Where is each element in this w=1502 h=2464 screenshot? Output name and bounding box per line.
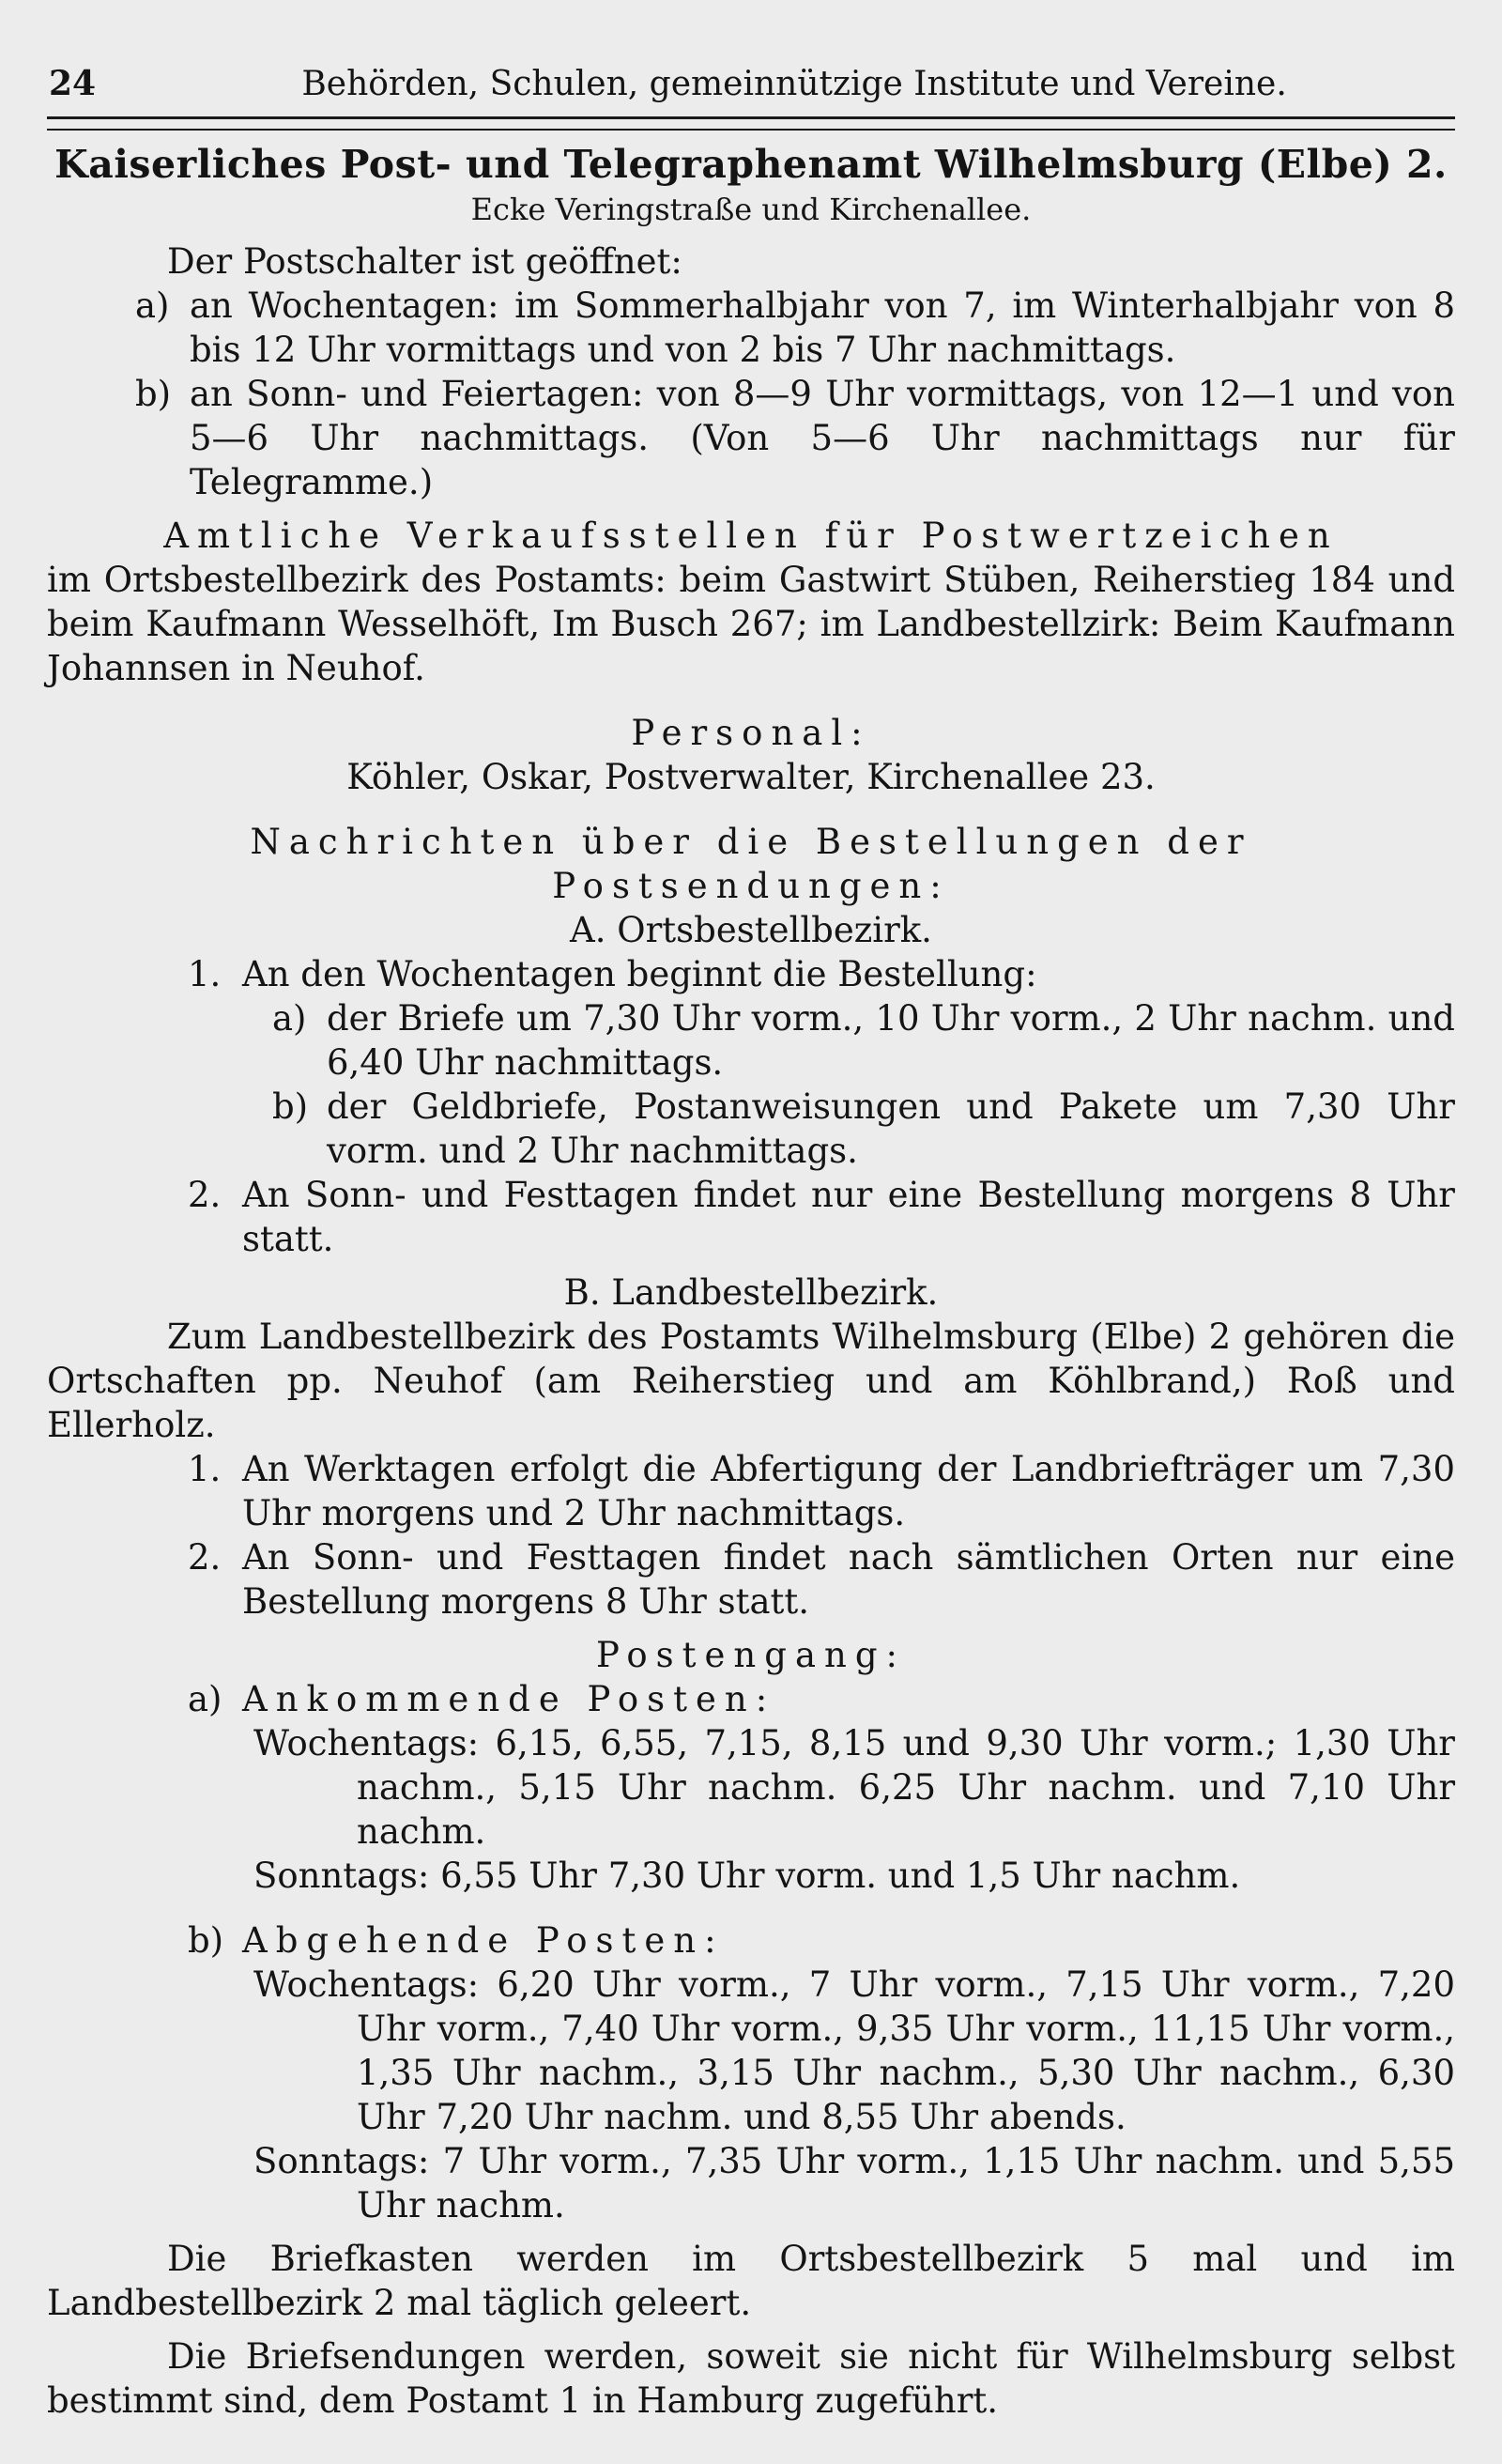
outgoing-sundays <box>253 2139 1455 2227</box>
delivery-b1-text: An Werktagen erfolgt die Abfertigung der Landbriefträger um 7,30 Uhr morgens und 2 Uhr nachmittags. <box>242 1449 1455 1533</box>
delivery-a1b-text: der Geldbriefe, Postanweisungen und Pakete um 7,30 Uhr vorm. und 2 Uhr nachmittags. <box>327 1086 1455 1171</box>
delivery-a1b <box>272 1085 1455 1173</box>
page-header <box>47 62 1455 111</box>
forwarding-paragraph: Die Briefsendungen werden, soweit sie nicht für Wilhelmsburg selbst bestimmt sind, dem Postamt 1 in Hamburg zugeführt. <box>47 2336 1455 2421</box>
outgoing-weekdays <box>253 1963 1455 2139</box>
outgoing-weekdays-block <box>253 1963 1455 2139</box>
list-marker: a) <box>135 285 170 326</box>
incoming-sundays-block <box>253 1854 1455 1898</box>
delivery-a2 <box>188 1173 1455 1261</box>
delivery-b2-text: An Sonn- und Festtagen findet nach sämtlichen Orten nur eine Bestellung morgens 8 Uhr statt. <box>242 1537 1455 1622</box>
incoming-heading: Ankommende Posten: <box>242 1679 776 1719</box>
list-marker: 2. <box>188 1537 222 1578</box>
counter-sundays <box>135 372 1455 504</box>
list-marker: a) <box>272 998 307 1039</box>
delivery-a2-text: An Sonn- und Festtagen findet nur eine Bestellung morgens 8 Uhr statt. <box>242 1175 1455 1259</box>
incoming-weekdays-block <box>253 1721 1455 1854</box>
page-number: 24 <box>49 64 97 103</box>
counter-weekdays <box>135 284 1455 372</box>
delivery-heading: Nachrichten über die Bestellungen der Postsendungen: <box>250 822 1252 906</box>
delivery-a1a <box>272 996 1455 1085</box>
running-head: Behörden, Schulen, gemeinnützige Institute und Vereine. <box>301 65 1287 103</box>
personnel-heading: Personal: <box>631 713 871 753</box>
counter-intro: Der Postschalter ist geöffnet: <box>167 241 682 282</box>
outgoing-sundays-block <box>253 2139 1455 2227</box>
list-marker: 1. <box>188 1449 222 1489</box>
outgoing-heading: Abgehende Posten: <box>242 1920 725 1961</box>
header-rule <box>47 116 1455 131</box>
office-address: Ecke Veringstraße und Kirchenallee. <box>470 192 1032 227</box>
counter-sundays-text: an Sonn- und Feiertagen: von 8—9 Uhr vormittags, von 12—1 und von 5—6 Uhr nachmittags. (Von 5—6 Uhr nachmittags nur für Telegramme.) <box>190 374 1455 502</box>
list-marker: a) <box>188 1679 222 1719</box>
sales-text: im Ortsbestellbezirk des Postamts: beim Gastwirt Stüben, Reiherstieg 184 und beim Kaufmann Wesselhöft, Im Busch 267; im Landbestellzirk: Beim Kaufmann Johannsen in Neuhof. <box>47 560 1455 688</box>
list-marker: b) <box>188 1920 224 1961</box>
section-a-title: A. Ortsbestellbezirk. <box>570 910 932 950</box>
mail-heading: Postengang: <box>596 1635 906 1675</box>
incoming-weekdays-label: Wochentags: <box>253 1723 480 1763</box>
mailboxes-paragraph: Die Briefkasten werden im Ortsbestellbezirk 5 mal und im Landbestellbezirk 2 mal täglich geleert. <box>47 2239 1455 2323</box>
section-b-intro: Zum Landbestellbezirk des Postamts Wilhelmsburg (Elbe) 2 gehören die Ortschaften pp. Neuhof (am Reiherstieg und am Köhlbrand,) Roß und Ellerholz. <box>47 1317 1455 1445</box>
incoming-heading-row <box>188 1677 1455 1721</box>
list-marker: 2. <box>188 1175 222 1215</box>
delivery-a1-text: An den Wochentagen beginnt die Bestellung: <box>242 954 1037 994</box>
delivery-a1a-text: der Briefe um 7,30 Uhr vorm., 10 Uhr vorm., 2 Uhr nachm. und 6,40 Uhr nachmittags. <box>327 998 1455 1083</box>
delivery-b2 <box>188 1535 1455 1624</box>
incoming-sundays-label: Sonntags: <box>253 1856 430 1896</box>
outgoing-weekdays-text: 6,20 Uhr vorm., 7 Uhr vorm., 7,15 Uhr vorm., 7,20 Uhr vorm., 7,40 Uhr vorm., 9,35 Uhr vorm., 11,15 Uhr vorm., 1,35 Uhr nachm., 3,15 Uhr nachm., 5,30 Uhr nachm., 6,30 Uhr 7,20 Uhr nachm. und 8,55 Uhr abends. <box>357 1964 1455 2137</box>
counter-weekdays-text: an Wochentagen: im Sommerhalbjahr von 7, im Winterhalbjahr von 8 bis 12 Uhr vormittags und von 2 bis 7 Uhr nachmittags. <box>190 285 1455 370</box>
incoming-sundays-text: 6,55 Uhr 7,30 Uhr vorm. und 1,5 Uhr nachm. <box>440 1856 1241 1896</box>
personnel-entry: Köhler, Oskar, Postverwalter, Kirchenallee 23. <box>346 757 1156 797</box>
incoming-weekdays <box>253 1721 1455 1854</box>
list-marker: 1. <box>188 954 222 994</box>
incoming-weekdays-text: 6,15, 6,55, 7,15, 8,15 und 9,30 Uhr vorm.; 1,30 Uhr nachm., 5,15 Uhr nachm. 6,25 Uhr nachm. und 7,10 Uhr nachm. <box>357 1723 1455 1852</box>
list-marker: b) <box>135 374 172 414</box>
incoming-sundays <box>253 1854 1455 1898</box>
outgoing-sundays-text: 7 Uhr vorm., 7,35 Uhr vorm., 1,15 Uhr nachm. und 5,55 Uhr nachm. <box>357 2141 1456 2225</box>
delivery-b1 <box>188 1447 1455 1535</box>
section-b-title: B. Landbestellbezirk. <box>563 1272 939 1313</box>
outgoing-sundays-label: Sonntags: <box>253 2141 430 2181</box>
outgoing-weekdays-label: Wochentags: <box>253 1964 480 2005</box>
list-marker: b) <box>272 1086 309 1127</box>
office-title: Kaiserliches Post- und Telegraphenamt Wilhelmsburg (Elbe) 2. <box>54 142 1448 187</box>
delivery-a1 <box>188 952 1455 996</box>
outgoing-heading-row <box>188 1918 1455 1963</box>
sales-heading: Amtliche Verkaufsstellen für Postwertzeichen <box>163 516 1339 556</box>
